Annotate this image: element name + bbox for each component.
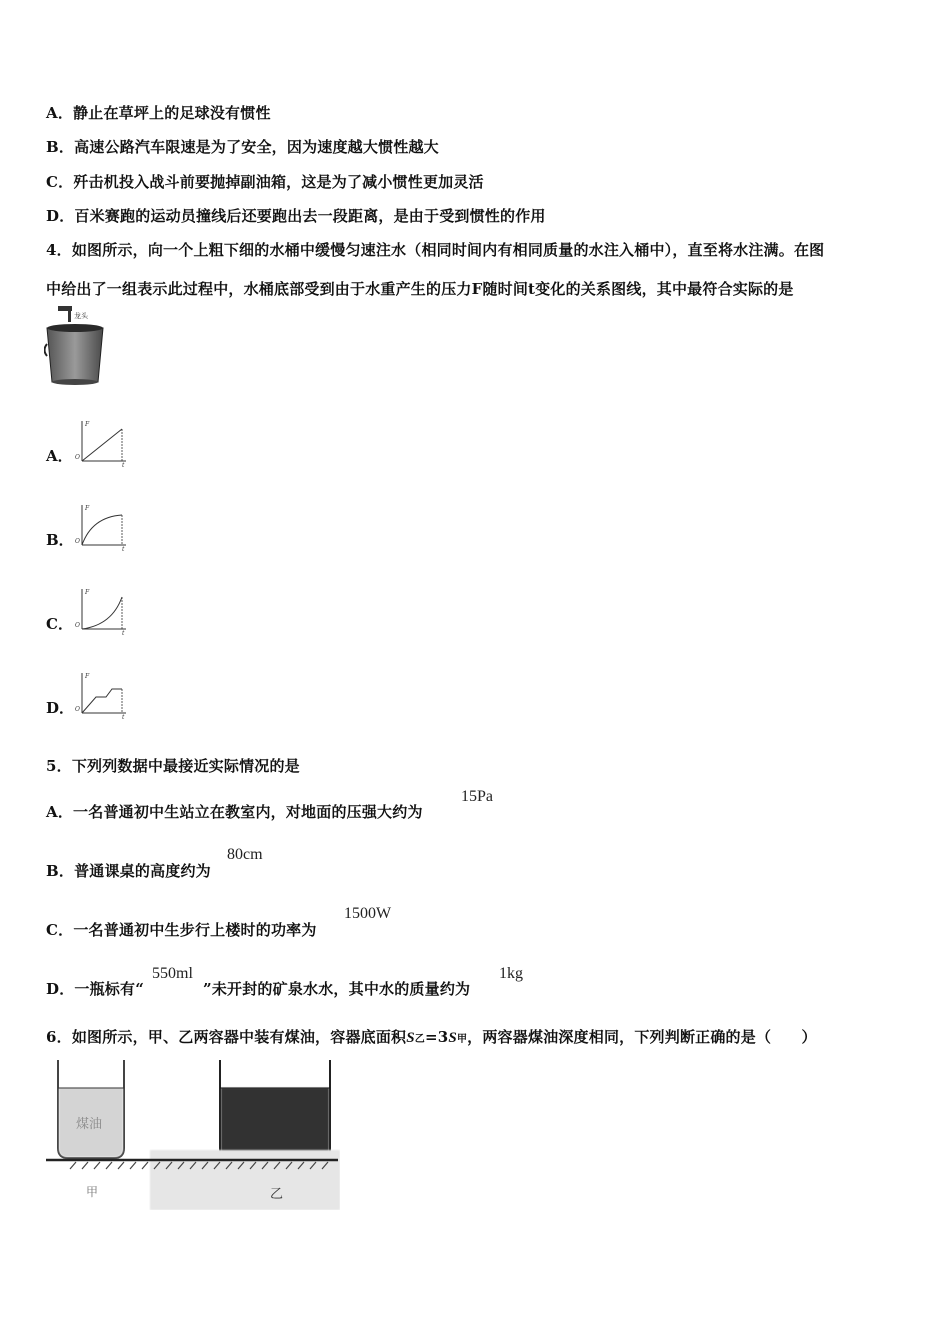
q5-option-d-part1: D．一瓶标有“ bbox=[46, 980, 145, 998]
q4-option-d-label: D． bbox=[46, 699, 75, 717]
curve-d bbox=[82, 689, 122, 713]
q5-stem: 5．下列列数据中最接近实际情况的是 bbox=[46, 757, 300, 775]
q5-option-d-part2: ”未开封的矿泉水水，其中水的质量约为 bbox=[203, 980, 471, 998]
oil-label: 煤油 bbox=[76, 1117, 103, 1132]
y-axis-label: F bbox=[85, 589, 90, 596]
q4-option-c-label: C． bbox=[46, 615, 73, 633]
x-axis-label: t bbox=[122, 714, 125, 719]
q6-eq: =3 bbox=[425, 1028, 449, 1046]
q5-option-b-value: 80cm bbox=[227, 846, 263, 863]
q5-option-d-value1: 550ml bbox=[152, 965, 193, 982]
q6-stem bbox=[46, 1026, 817, 1047]
curve-c bbox=[82, 597, 122, 629]
q4-stem-line1: 4．如图所示，向一个上粗下细的水桶中缓慢匀速注水（相同时间内有相同质量的水注入桶中），直至将水注满。在图 bbox=[46, 241, 825, 259]
origin-label: O bbox=[75, 538, 80, 545]
origin-label: O bbox=[75, 622, 80, 629]
x-axis-label: t bbox=[122, 630, 125, 635]
bucket-label: 龙头 bbox=[74, 312, 88, 320]
q6-sub-yi: 乙 bbox=[414, 1034, 425, 1045]
q5-option-a: A．一名普通初中生站立在教室内，对地面的压强大约为 bbox=[46, 803, 423, 821]
q5-option-c-value: 1500W bbox=[344, 905, 392, 922]
q6-s-jia: S bbox=[448, 1030, 457, 1046]
q6-stem-part1: 6．如图所示，甲、乙两容器中装有煤油，容器底面积 bbox=[46, 1028, 407, 1046]
origin-label: O bbox=[75, 454, 80, 461]
y-axis-label: F bbox=[85, 673, 90, 680]
q3-option-c: C．歼击机投入战斗前要抛掉副油箱，这是为了减小惯性更加灵活 bbox=[46, 173, 484, 191]
oil-yi bbox=[221, 1088, 329, 1157]
q4-option-a-label: A． bbox=[46, 447, 73, 465]
y-axis-label: F bbox=[85, 421, 90, 428]
curve-a bbox=[82, 429, 122, 461]
q3-option-d: D．百米赛跑的运动员撞线后还要跑出去一段距离，是由于受到惯性的作用 bbox=[46, 207, 546, 225]
q6-containers-figure bbox=[42, 1058, 340, 1210]
label-yi: 乙 bbox=[270, 1187, 284, 1202]
q3-option-a: A．静止在草坪上的足球没有惯性 bbox=[46, 104, 271, 122]
x-axis-label: t bbox=[122, 546, 125, 551]
q5-option-c: C．一名普通初中生步行上楼时的功率为 bbox=[46, 921, 317, 939]
q4-graph-a[interactable] bbox=[72, 417, 130, 467]
q6-stem-part2: ，两容器煤油深度相同，下列判断正确的是（ ） bbox=[467, 1028, 817, 1046]
q4-graph-c[interactable] bbox=[72, 585, 130, 635]
q5-option-d-value2: 1kg bbox=[499, 965, 523, 982]
origin-label: O bbox=[75, 706, 80, 713]
label-jia: 甲 bbox=[86, 1185, 99, 1199]
y-axis-label: F bbox=[85, 505, 90, 512]
q4-graph-d[interactable] bbox=[72, 669, 130, 719]
q6-s-yi: S bbox=[406, 1030, 415, 1046]
q3-option-b: B．高速公路汽车限速是为了安全，因为速度越大惯性越大 bbox=[46, 138, 439, 156]
q4-stem-line2: 中给出了一组表示此过程中，水桶底部受到由于水重产生的压力F随时间t变化的关系图线，其中最符合实际的是 bbox=[46, 280, 794, 298]
q4-option-b-label: B． bbox=[46, 531, 74, 549]
x-axis-label: t bbox=[122, 462, 125, 467]
q4-graph-b[interactable] bbox=[72, 501, 130, 551]
q5-option-a-value: 15Pa bbox=[461, 788, 493, 805]
bucket-figure bbox=[44, 306, 106, 386]
curve-b bbox=[82, 515, 122, 545]
q5-option-b: B．普通课桌的高度约为 bbox=[46, 862, 211, 880]
q6-sub-jia: 甲 bbox=[456, 1034, 468, 1045]
